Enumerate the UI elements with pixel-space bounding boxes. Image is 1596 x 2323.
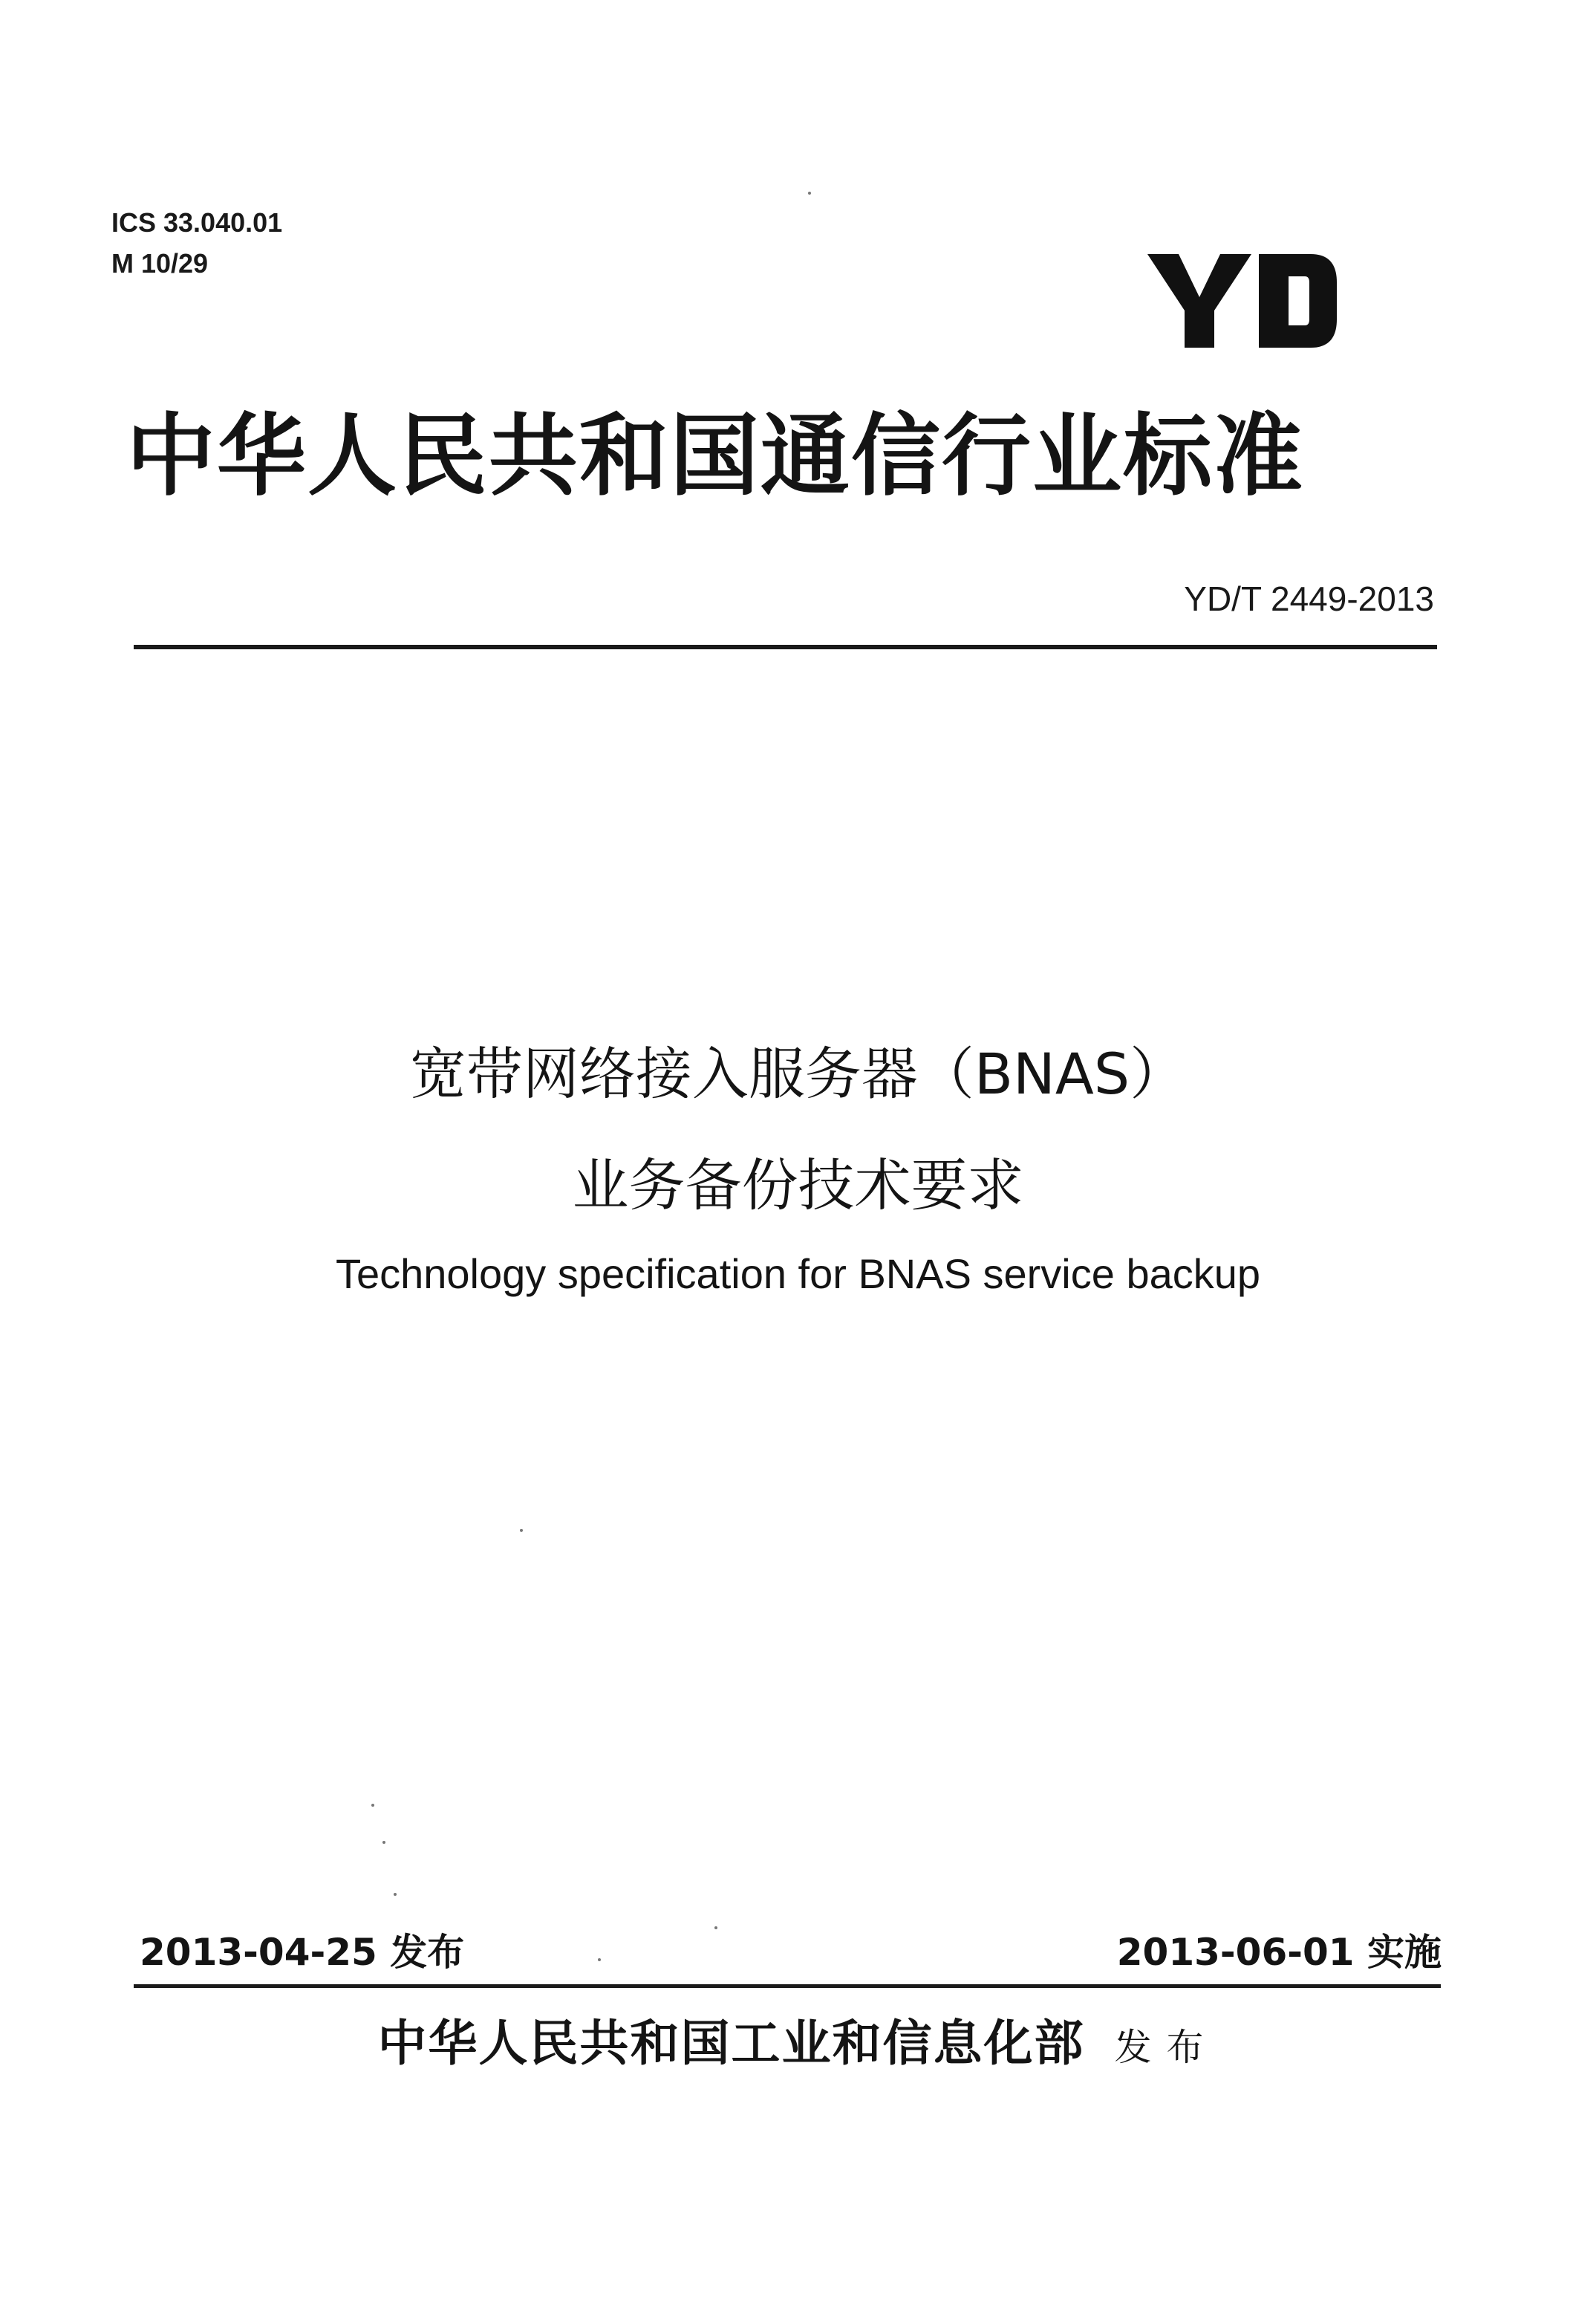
- scan-speck: [382, 1841, 385, 1844]
- ics-code: ICS 33.040.01: [111, 207, 283, 238]
- publisher-line: [0, 2013, 1596, 2077]
- implementation-date: 2013-06-01 实施: [1116, 1931, 1442, 1974]
- standard-category-title: 中华人民共和国通信行业标准: [126, 405, 1304, 508]
- publisher-suffix: 发布: [1114, 2026, 1219, 2069]
- scan-speck: [520, 1529, 523, 1532]
- yd-logo: [1147, 245, 1355, 357]
- document-title-cn-line1: 宽带网络接入服务器（BNAS）: [409, 1041, 1187, 1107]
- yd-logo-icon: [1147, 245, 1341, 357]
- classification-code: M 10/29: [111, 248, 209, 279]
- document-title-cn-line2: 业务备份技术要求: [572, 1152, 1024, 1218]
- header-divider: [134, 645, 1437, 649]
- scan-speck: [394, 1893, 397, 1896]
- publisher-name: 中华人民共和国工业和信息化部: [377, 2014, 1085, 2072]
- footer-divider: [134, 1984, 1441, 1988]
- issue-date: 2013-04-25 发布: [140, 1931, 465, 1974]
- document-title-en: Technology specification for BNAS service backup: [335, 1250, 1261, 1297]
- scan-speck: [808, 192, 811, 195]
- scan-speck: [371, 1804, 374, 1807]
- scan-speck: [714, 1926, 717, 1929]
- scan-speck: [598, 1958, 601, 1961]
- standard-number: YD/T 2449-2013: [1184, 579, 1434, 618]
